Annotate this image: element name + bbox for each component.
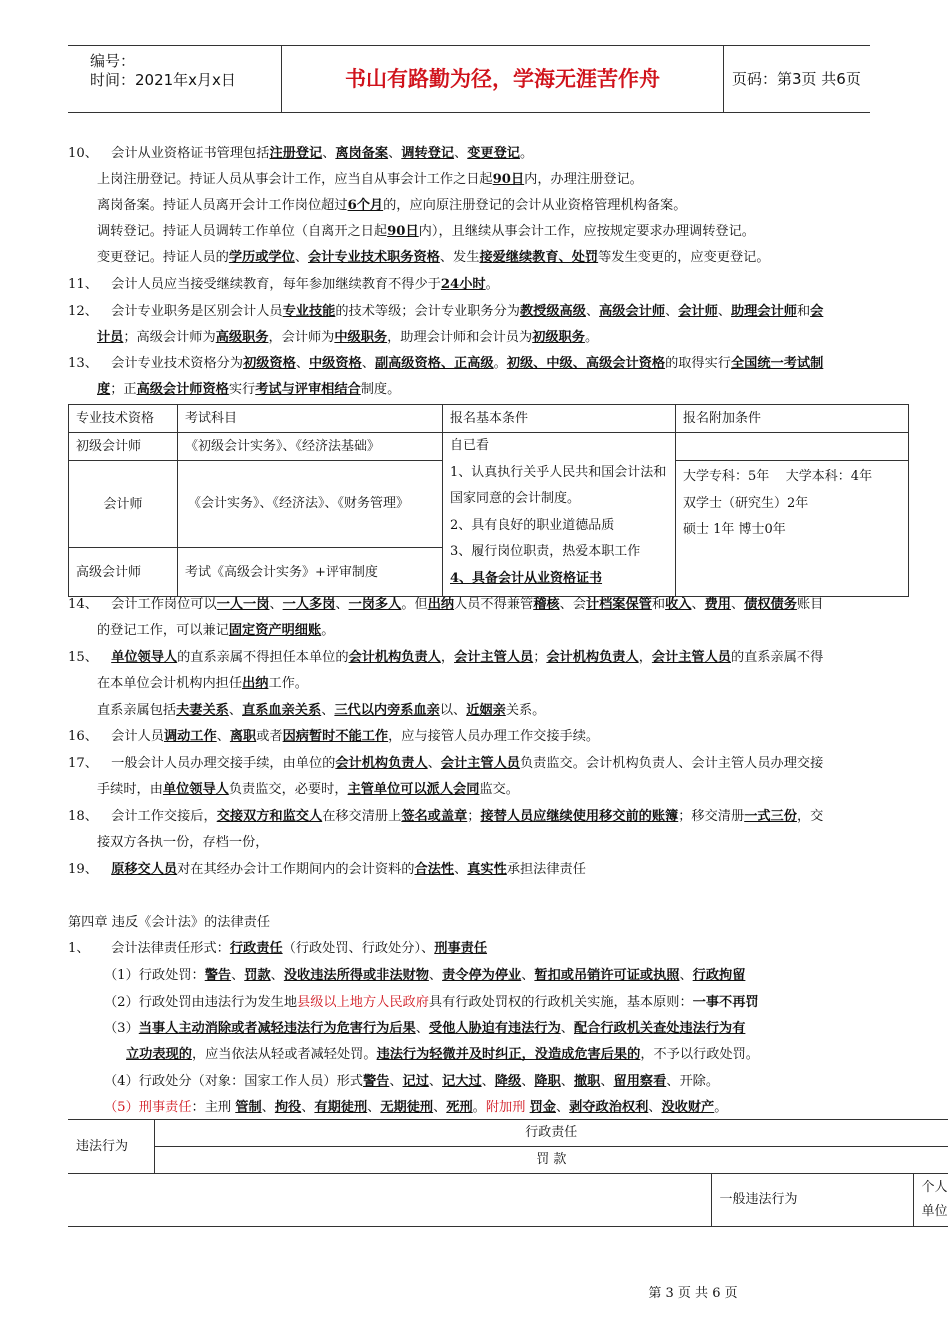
cell-accountant: 会计师 [69, 461, 178, 548]
item-12: 12、 会计专业职务是区别会计人员专业技能的技术等级；会计专业职务分为教授级高级、高级会计师、会计师、助理会计师和会 [68, 304, 824, 319]
ch4-sub-2: （2）行政处罚由违法行为发生地县级以上地方人民政府具有行政处罚权的行政机关实施，基本原则：一事不再罚 [104, 995, 759, 1010]
cell-senior-subjects: 考试《高级会计实务》+评审制度 [178, 548, 443, 597]
ch4-sub-3: （3）当事人主动消除或者减轻违法行为危害行为后果、受他人胁迫有违法行为、配合行政机关查处违法行为有 [104, 1021, 746, 1036]
item-17-cont: 手续时，由单位领导人负责监交，必要时，主管单位可以派人会同监交。 [97, 782, 519, 797]
item-11: 11、 会计人员应当接受继续教育，每年参加继续教育不得少于24小时。 [68, 277, 499, 292]
cell-empty [676, 433, 909, 461]
t2-empty-b [155, 1174, 712, 1227]
cell-senior: 高级会计师 [69, 548, 178, 597]
item-17: 17、 一般会计人员办理交接手续，由单位的会计机构负责人、会计主管人员负责监交。会计机构负责人、会计主管人员办理交接 [68, 756, 824, 771]
date-label: 时间：2021年x月x日 [90, 71, 236, 89]
item-18: 18、 会计工作交接后，交接双方和监交人在移交清册上签名或盖章；接替人员应继续使用移交前的账簿；移交清册一式三份，交 [68, 809, 824, 824]
t2-fine: 罚 款 [155, 1147, 948, 1174]
t2-general-violation: 一般违法行为 [711, 1174, 913, 1227]
ch4-item-1: 1、 会计法律责任形式：行政责任（行政处罚、行政处分）、刑事责任 [68, 941, 488, 956]
t2-admin-liability: 行政责任 [155, 1120, 948, 1147]
page-header [68, 45, 870, 113]
header-motto: 书山有路勤为径，学海无涯苦作舟 [281, 46, 724, 112]
item-13-cont: 度；正高级会计师资格实行考试与评审相结合制度。 [97, 382, 401, 397]
th-basic-conditions: 报名基本条件 [443, 405, 676, 433]
item-19: 19、 原移交人员对在其经办会计工作期间内的会计资料的合法性、真实性承担法律责任 [68, 862, 586, 877]
item-10-sub-4: 变更登记。持证人员的学历或学位、会计专业技术职务资格、发生接爱继续教育、处罚等发生变更的，应变更登记。 [97, 250, 770, 265]
code-label: 编号： [90, 52, 136, 70]
cell-extra-conditions: 大学专科：5年 大学本科：4年 双学士（研究生）2年 硕士 1年 博士0年 [676, 461, 909, 597]
th-exam-subjects: 考试科目 [178, 405, 443, 433]
ch4-sub-3-cont: 立功表现的，应当依法从轻或者减轻处罚。违法行为轻微并及时纠正，没造成危害后果的，不予以行政处罚。 [126, 1047, 759, 1062]
cell-basic-conditions: 自已看 1、认真执行关乎人民共和国会计法和国家同意的会计制度。 2、具有良好的职业道德品质 3、履行岗位职责，热爱本职工作 4、具备会计从业资格证书 [443, 433, 676, 597]
item-12-cont: 计员；高级会计师为高级职务，会计师为中级职务，助理会计师和会计员为初级职务。 [97, 330, 599, 345]
ch4-sub-4: （4）行政处分（对象：国家工作人员）形式警告、记过、记大过、降级、降职、撤职、留用察看、开除。 [104, 1074, 720, 1089]
item-16: 16、 会计人员调动工作、离职或者因病暂时不能工作，应与接管人员办理工作交接手续。 [68, 729, 600, 744]
item-13: 13、 会计专业技术资格分为初级资格、中级资格、副高级资格、正高级。初级、中级、高级会计资格的取得实行全国统一考试制 [68, 356, 824, 371]
th-qualification: 专业技术资格 [69, 405, 178, 433]
item-15-cont: 在本单位会计机构内担任出纳工作。 [97, 676, 308, 691]
ch4-sub-1: （1）行政处罚：警告、罚款、没收违法所得或非法财物、责令停为停业、暂扣或吊销许可证或执照、行政拘留 [104, 968, 746, 983]
page-footer: 第 3 页 共 6 页 [648, 1286, 738, 1301]
item-10-sub-3: 调转登记。持证人员调转工作单位（自离开之日起90日内），且继续从事会计工作，应按规定要求办理调转登记。 [97, 224, 755, 239]
cell-junior-subjects: 《初级会计实务》、《经济法基础》 [178, 433, 443, 461]
t2-empty-a [68, 1174, 155, 1227]
t2-person-unit: 个人 单位 [913, 1174, 948, 1227]
ch4-sub-5: （5）刑事责任：主刑 管制、拘役、有期徒刑、无期徒刑、死刑。附加刑 罚金、剥夺政治权利、没收财产。 [104, 1100, 728, 1115]
item-10-sub-2: 离岗备案。持证人员离开会计工作岗位超过6个月的，应向原注册登记的会计从业资格管理机构备案。 [97, 198, 687, 213]
item-14-cont: 的登记工作，可以兼记固定资产明细账。 [97, 623, 335, 638]
item-14: 14、 会计工作岗位可以一人一岗、一人多岗、一岗多人。但出纳人员不得兼管稽核、会计档案保管和收入、费用、债权债务账目 [68, 597, 824, 612]
chapter-4-title: 第四章 违反《会计法》的法律责任 [68, 915, 271, 930]
item-18-cont: 接双方各执一份，存档一份， [97, 835, 269, 850]
th-extra-conditions: 报名附加条件 [676, 405, 909, 433]
header-page-number: 页码：第3页 共6页 [732, 70, 861, 88]
item-10: 10、 会计从业资格证书管理包括注册登记、离岗备案、调转登记、变更登记。 [68, 146, 534, 161]
liability-table [68, 1119, 948, 1227]
header-left [68, 46, 281, 112]
item-15: 15、 单位领导人的直系亲属不得担任本单位的会计机构负责人，会计主管人员；会计机构负责人，会计主管人员的直系亲属不得 [68, 650, 824, 665]
t2-violation: 违法行为 [68, 1120, 155, 1174]
cell-accountant-subjects: 《会计实务》、《经济法》、《财务管理》 [178, 461, 443, 548]
item-15-sub: 直系亲属包括夫妻关系、直系血亲关系、三代以内旁系血亲以、近姻亲关系。 [97, 703, 546, 718]
item-10-sub-1: 上岗注册登记。持证人员从事会计工作，应当自从事会计工作之日起90日内，办理注册登记。 [97, 172, 643, 187]
cell-junior: 初级会计师 [69, 433, 178, 461]
qualification-table [68, 404, 909, 597]
